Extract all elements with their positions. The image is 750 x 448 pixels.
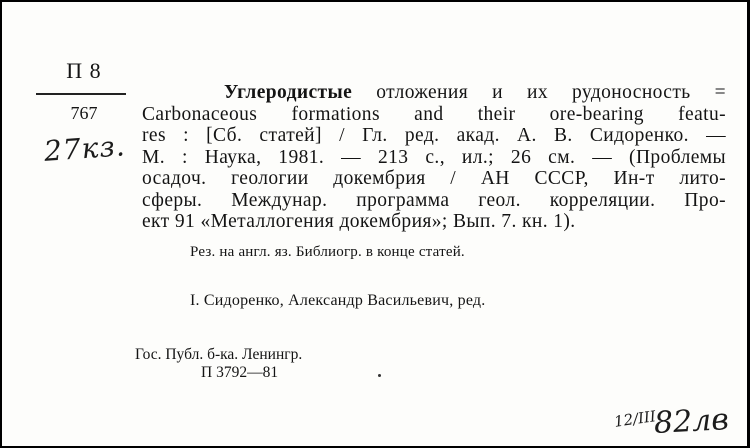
title-bold: Углеродистые	[224, 82, 353, 103]
shelf-divider	[36, 93, 126, 95]
library-number: П 3792—81	[201, 364, 279, 381]
library-name: Гос. Публ. б-ка. Ленингр.	[135, 346, 303, 363]
library-stamp	[135, 346, 302, 382]
shelf-mark: П 8	[66, 58, 102, 83]
body-line-5: осадоч. геологии докембрия / АН СССР, Ин-т лито-	[142, 168, 726, 189]
ink-dot	[378, 374, 381, 377]
handwritten-date: 12/III	[612, 407, 657, 431]
added-entry: I. Сидоренко, Александр Васильевич, ред.	[190, 292, 486, 309]
shelf-mark-block	[36, 58, 132, 123]
body-line-3: res : [Сб. статей] / Гл. ред. акад. А. В. Сидоренко. —	[142, 125, 726, 146]
body-line-7: ект 91 «Металлогения докембрия»; Вып. 7. кн. 1).	[142, 211, 576, 232]
body-line-2: Carbonaceous formations and their ore-bearing featu-	[142, 103, 726, 125]
shelf-number: 767	[70, 103, 98, 123]
body-line-6: сферы. Междунар. программа геол. корреляции. Про-	[142, 189, 726, 211]
body-line-4: М. : Наука, 1981. — 213 с., ил.; 26 см. — (Проблемы	[142, 146, 726, 168]
handwritten-code: 27кз.	[42, 129, 127, 168]
bibliographic-description	[142, 82, 726, 233]
body-line-text: отложения и их рудоносность =	[376, 82, 726, 103]
body-line-1	[142, 82, 726, 104]
handwritten-bottom-code: 82лв	[653, 402, 730, 441]
summary-note: Рез. на англ. яз. Библиогр. в конце статей.	[190, 244, 465, 260]
